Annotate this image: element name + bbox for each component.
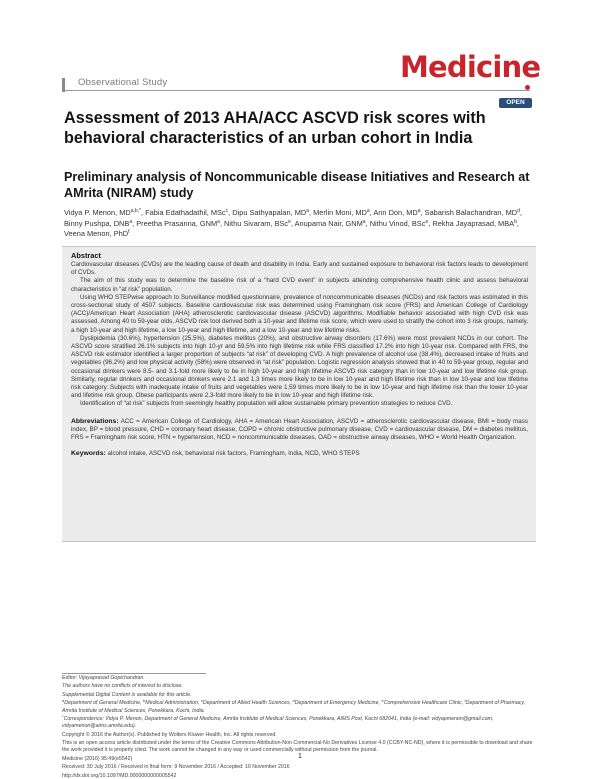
conflict-note: The authors have no conflicts of interest to disclose. [62, 683, 183, 690]
affiliation-mark: a [62, 698, 65, 704]
abstract-paragraph: Identification of “at risk” subjects from seemingly healthy population will allow sustainable primary prevention strategies to reduce CVD. [80, 400, 453, 408]
editor-note: Editor: Vijayaprasad Gopichandran. [62, 675, 145, 681]
page-number: 1 [298, 753, 302, 760]
author-affiliation-mark: a [217, 218, 220, 225]
author-affiliation-mark: e [288, 218, 291, 225]
author-name: Sabarish Balachandran, MD [424, 208, 518, 217]
article-type-label: Observational Study [78, 77, 168, 88]
affiliation-text: Medical Administration, [145, 700, 200, 707]
author-name: Merlin Moni, MD [313, 208, 367, 217]
abstract-box [62, 246, 536, 542]
author-affiliation-mark: c [225, 208, 229, 214]
author-list: Vidya P. Menon, $MD^{a,b,*}$, Fabia Edathadathil, MSc$^c$, Dipu Sathyapalan, $MD^a$, Merlin Moni, $MD^a$, Ann Don, $MD^a$, Sabarish Balachandran, $MD^d$, Binny Pushpa, DNB$^a$, Preetha Prasanna, GNM$^a$, Nithu Sivaram, BSc$^e$, Anupama Nair, GNM$^a$, Nithu Vinod, BSc$^e$, Rekha Jayaprasad, MBA$^b$, Veena Menon, PhD$^f$ [64, 208, 522, 239]
author-affiliation-mark: b [514, 218, 517, 225]
affiliations-note [62, 700, 536, 714]
citation-note: Medicine (2016) 95:49(e5542) [62, 755, 133, 762]
affiliation-mark: d [292, 698, 295, 704]
footnote-rule [62, 673, 206, 674]
affiliation-text: Department of Pharmacy, Amrita Institute of Medical Sciences, Ponekkara, Kochi, India. [62, 700, 526, 714]
affiliation-text: Department of Emergency Medicine, [294, 700, 380, 707]
correspondence-mark: * [62, 714, 64, 720]
keywords [71, 450, 528, 458]
author-name: Preetha Prasanna, GNM [136, 218, 218, 228]
author-affiliation-mark: a [366, 208, 370, 214]
author-name: Anupama Nair, GNM [294, 218, 363, 228]
author-affiliation-mark: a [129, 218, 133, 225]
author-name: Veena Menon, PhD [64, 229, 129, 239]
affiliation-mark: c [200, 698, 203, 704]
open-access-badge: OPEN [499, 98, 532, 108]
author-name: Binny Pushpa, DNB [64, 218, 130, 228]
correspondence-note: *Correspondence: Vidya P. Menon, Department of General Medicine, Amrita Institute of Medical Sciences, Ponekkara, AIMS Post, Kochi 682041, India (e-mail: vidyapmenon@gmail.com, vidyamenon@aims.amrita.edu). [62, 714, 494, 730]
author-name: Dipu Sathyapalan, MD [232, 208, 307, 217]
supplemental-note: Supplemental Digital Content is available for this article. [62, 691, 192, 698]
abbreviations-label: Abbreviations: [71, 417, 119, 425]
author-name: Nithu Vinod, BSc [369, 218, 426, 228]
license-note: This is an open access article distributed under the terms of the Creative Commons Attribution-Non Commercial-No Derivatives License 4.0 (CCBY-NC-ND), where it is permissible to download and share the work provided it is properly cited. The work cannot be changed in any way or used commercially without permission from the journal. [62, 740, 533, 754]
author-affiliation-mark: a [306, 208, 309, 214]
author-name: Nithu Sivaram, BSc [224, 218, 289, 228]
abstract-paragraph: Using WHO STEPwise approach to Surveillance modified questionnaire, prevalence of noncommunicable diseases (NCDs) and risk factors was estimated in this cross-sectional study of 4507 subjects. Baseline cardiovascular risk was determined using Framingham risk score (FRS) and American College of Cardiology (ACC)/American Heart Association (AHA) atherosclerotic cardiovascular disease (ASCVD) algorithms. Modifiable behavior associated with high CVD risk was assessed. Among 40 to 59-year olds, ASCVD risk tool derived both a 10-year and lifetime risk score, which were used to stratify the cohort into 3 risk groups, namely, a high 10-year and high lifetime, a low 10-year and high lifetime, and a low 10-year and low lifetime risks. [71, 293, 528, 334]
dates-note: Received: 30 July 2016 / Received in final form: 9 November 2016 / Accepted: 10 November 2016 [62, 764, 290, 771]
copyright-note: Copyright © 2016 the Author(s). Published by Wolters Kluwer Health, Inc. All rights reserved. [62, 731, 277, 738]
affiliation-text: Comprehensive Healthcare Clinic, [383, 700, 464, 707]
doi-link[interactable]: http://dx.doi.org/10.1097/MD.0000000000005542 [62, 772, 177, 779]
journal-name: Medicine [400, 50, 541, 84]
author-affiliation-mark: a,b,* [130, 208, 141, 214]
logo-dot-icon [525, 85, 530, 90]
abbreviations [71, 418, 528, 443]
article-subtitle: Preliminary analysis of Noncommunicable disease Initiatives and Research at AMrita (NIRAM) study [64, 170, 530, 200]
author-name: Vidya P. Menon, MD [64, 208, 131, 217]
affiliation-mark: f [464, 698, 466, 704]
abstract-heading: Abstract [71, 251, 101, 260]
abstract-paragraph: Cardiovascular diseases (CVDs) are the leading cause of death and disability in India. Early and sustained exposure to behavioral risk factors leads to development of CVDs. [71, 261, 528, 277]
abstract-paragraph: Dyslipidemia (30.6%), hypertension (25.5%), diabetes mellitus (20%), and obstructive airway disorders (17.6%) were most prevalent NCDs in our cohort. The ASCVD score stratified 26.1% subjects into high 10-yr and 59.5% into high lifetime risk while FRS classified 17.2% into high 10-year risk. Compared with FRS, the ASCVD risk estimator identified a larger proportion of subjects “at risk” of developing CVD. A high prevalence of alcohol use (38.4%), decreased intake of fruits and vegetables (96.2%) and low physical activity (58%) were observed in “at risk” population. Logistic regression analysis showed that in 40 to 59-year group, regular and occasional drinkers were 8.5- and 3.1-fold more likely to be in high 10-year and high lifetime ASCVD risk category than in low 10-year and low lifetime risk group. Similarly, regular drinkers and occasional drinkers were 2.1 and 1.3 times more likely to be in low 10-year and high lifetime risk than in low 10-year and low lifetime risk category. Subjects with inadequate intake of fruits and vegetables were 1.59 times more likely to be in low 10-year and high lifetime risk than the lower 10-year and lifetime risk group. Obese participants were 2.3-fold more likely to be in low 10-year and high lifetime risk. [71, 334, 528, 400]
affiliation-text: Department of General Medicine, [64, 700, 142, 707]
author-affiliation-mark: f [128, 229, 130, 236]
author-name: Rekha Jayaprasad, MBA [432, 218, 515, 228]
affiliation-mark: b [143, 698, 146, 704]
author-affiliation-mark: d [517, 208, 520, 214]
affiliation-mark: e [381, 698, 384, 704]
author-name: Ann Don, MD [373, 208, 418, 217]
author-name: Fabia Edathadathil, MSc [145, 208, 226, 217]
keywords-label: Keywords: [71, 450, 106, 458]
keywords-text: alcohol intake, ASCVD risk, behavioral risk factors, Framingham, India, NCD, WHO STEPS [107, 450, 360, 458]
abstract-paragraph: The aim of this study was to determine the baseline risk of a “hard CVD event” in subjects attending comprehensive health clinic and assess behavioral characteristics in “at risk” population. [71, 277, 528, 293]
article-title: Assessment of 2013 AHA/ACC ASCVD risk scores with behavioral characteristics of an urban cohort in India [64, 109, 486, 147]
author-affiliation-mark: a [417, 208, 421, 214]
footnotes [62, 675, 536, 779]
author-affiliation-mark: a [362, 218, 366, 225]
affiliation-text: Department of Allied Health Sciences, [202, 700, 292, 707]
author-affiliation-mark: e [425, 218, 429, 225]
abbreviations-text: ACC = American College of Cardiology, AHA = American Heart Association, ASCVD = atherosclerotic cardiovascular disease, BMI = body mass index, BP = blood pressure, CHD = coronary heart disease, COPD = chronic obstructive pulmonary disease, CVD = cardiovascular disease, DM = diabetes mellitus, FRS = Framingham risk score, HTN = hypertension, NCD = noncommunicable diseases, OAD = obstructive airway diseases, WHO = World Health Organization. [71, 417, 528, 442]
